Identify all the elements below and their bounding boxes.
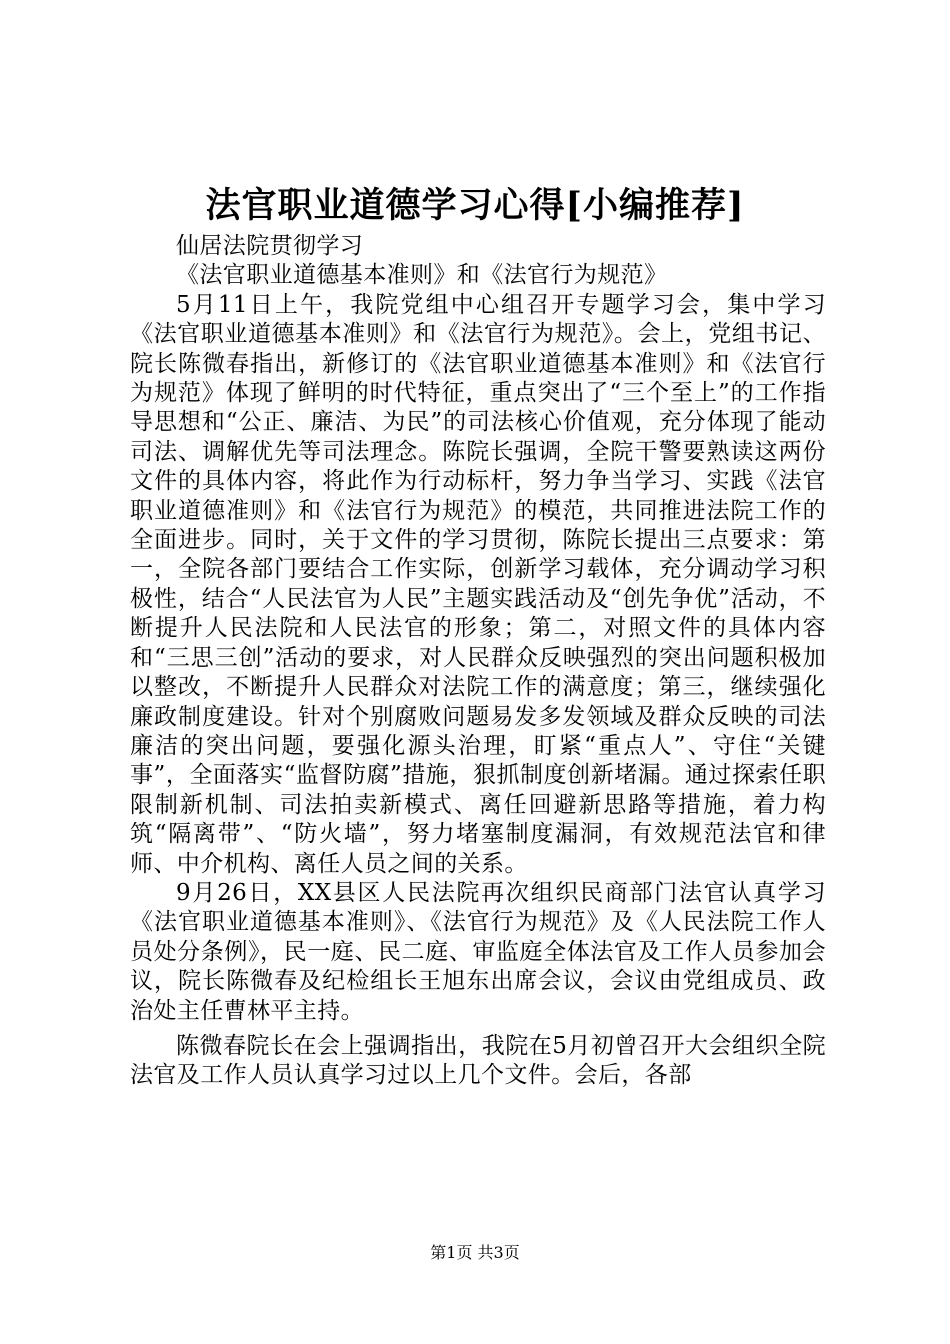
document-title: 法官职业道德学习心得[小编推荐]	[205, 185, 745, 226]
paragraph-body-3: 陈微春院长在会上强调指出，我院在5月初曾召开大会组织全院法官及工作人员认真学习过以上几个文件。会后，各部	[130, 1032, 826, 1089]
page-number-footer: 第1页 共3页	[430, 1243, 520, 1262]
paragraph-body-2: 9月26日，XX县区人民法院再次组织民商部门法官认真学习《法官职业道德基本准则》、《法官行为规范》及《人民法院工作人员处分条例》，民一庭、民二庭、审监庭全体法官及工作人员参加会议，院长陈微春及纪检组长王旭东出席会议，会议由党组成员、政治处主任曹林平主持。	[130, 879, 826, 1024]
paragraph-subtitle-1: 仙居法院贯彻学习	[176, 233, 364, 259]
document-body	[130, 232, 826, 1091]
paragraph-body-1: 5月11日上午，我院党组中心组召开专题学习会，集中学习《法官职业道德基本准则》和《法官行为规范》。会上，党组书记、院长陈微春指出，新修订的《法官职业道德基本准则》和《法官行为规范》体现了鲜明的时代特征，重点突出了“三个至上”的工作指导思想和“公正、廉洁、为民”的司法核心价值观，充分体现了能动司法、调解优先等司法理念。陈院长强调，全院干警要熟读这两份文件的具体内容，将此作为行动标杆，努力争当学习、实践《法官职业道德准则》和《法官行为规范》的模范，共同推进法院工作的全面进步。同时，关于文件的学习贯彻，陈院长提出三点要求：第一，全院各部门要结合工作实际，创新学习载体，充分调动学习积极性，结合“人民法官为人民”主题实践活动及“创先争优”活动，不断提升人民法院和人民法官的形象；第二，对照文件的具体内容和“三思三创”活动的要求，对人民群众反映强烈的突出问题积极加以整改，不断提升人民群众对法院工作的满意度；第三，继续强化廉政制度建设。针对个别腐败问题易发多发领域及群众反映的司法廉洁的突出问题，要强化源头治理，盯紧“重点人”、守住“关键事”，全面落实“监督防腐”措施，狠抓制度创新堵漏。通过探索任职限制新机制、司法拍卖新模式、离任回避新思路等措施，着力构筑“隔离带”、“防火墙”，努力堵塞制度漏洞，有效规范法官和律师、中介机构、离任人员之间的关系。	[130, 291, 826, 877]
paragraph-subtitle-2: 《法官职业道德基本准则》和《法官行为规范》	[176, 262, 668, 289]
